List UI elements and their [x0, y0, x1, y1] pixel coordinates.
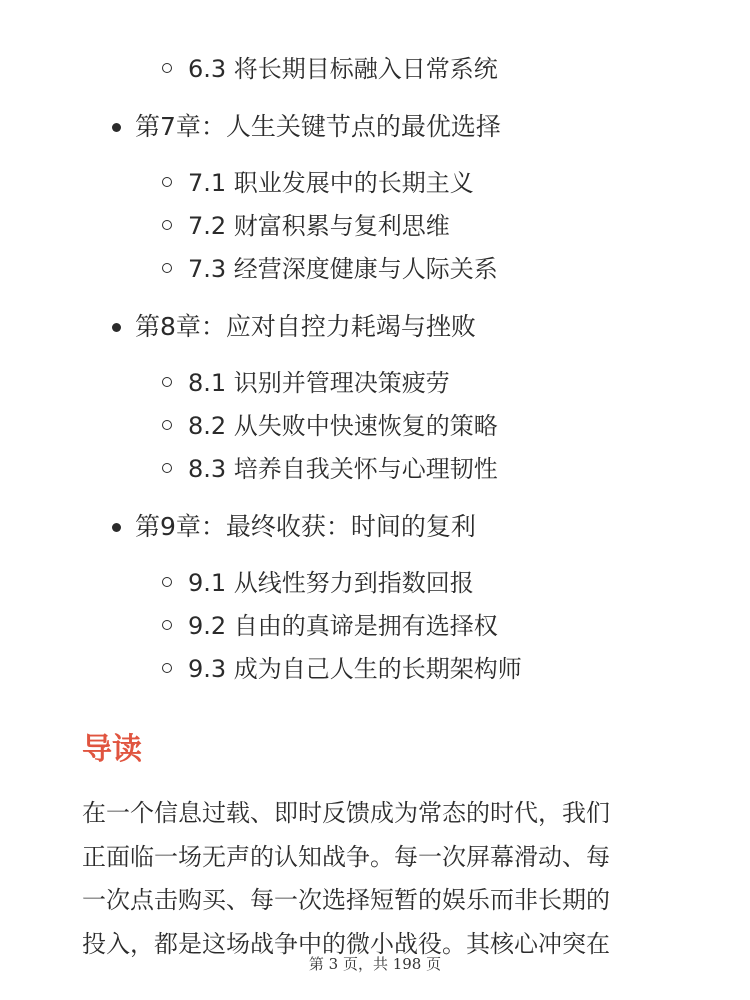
- spacer: [0, 291, 750, 304]
- toc-item-label: 9.1 从线性努力到指数回报: [188, 569, 474, 597]
- spacer: [0, 550, 750, 562]
- paragraph-line: 投入，都是这场战争中的微小战役。其核心冲突在: [82, 929, 610, 958]
- toc-section-item: [0, 562, 750, 605]
- hollow-bullet-icon: [162, 177, 172, 187]
- toc-item-label: 第8章：应对自控力耗竭与挫败: [135, 312, 476, 341]
- toc-item-label: 7.3 经营深度健康与人际关系: [188, 255, 498, 283]
- hollow-bullet-icon: [162, 220, 172, 230]
- hollow-bullet-icon: [162, 377, 172, 387]
- paragraph-line: 正面临一场无声的认知战争。每一次屏幕滑动、每: [82, 842, 610, 871]
- hollow-bullet-icon: [162, 263, 172, 273]
- hollow-bullet-icon: [162, 463, 172, 473]
- toc-item-label: 7.1 职业发展中的长期主义: [188, 169, 474, 197]
- spacer: [0, 491, 750, 504]
- spacer: [0, 150, 750, 162]
- hollow-bullet-icon: [162, 420, 172, 430]
- toc-section-item: [0, 648, 750, 691]
- intro-paragraph: [82, 792, 672, 966]
- toc-item-label: 9.2 自由的真谛是拥有选择权: [188, 612, 498, 640]
- toc-section-item: [0, 605, 750, 648]
- toc-section-item: [0, 205, 750, 248]
- page-number-footer: 第 3 页，共 198 页: [308, 955, 442, 973]
- hollow-bullet-icon: [162, 620, 172, 630]
- toc-section-item: [0, 248, 750, 291]
- toc-section-item: [0, 405, 750, 448]
- toc-item-label: 8.2 从失败中快速恢复的策略: [188, 412, 498, 440]
- hollow-bullet-icon: [162, 577, 172, 587]
- toc-item-label: 6.3 将长期目标融入日常系统: [188, 55, 498, 83]
- section-heading: 导读: [82, 732, 142, 767]
- spacer: [0, 91, 750, 104]
- hollow-bullet-icon: [162, 663, 172, 673]
- filled-bullet-icon: [112, 123, 121, 132]
- toc-item-label: 第7章：人生关键节点的最优选择: [135, 112, 501, 141]
- hollow-bullet-icon: [162, 63, 172, 73]
- toc-chapter-item: [0, 104, 750, 150]
- toc-item-label: 9.3 成为自己人生的长期架构师: [188, 655, 522, 683]
- toc-section-item: [0, 162, 750, 205]
- filled-bullet-icon: [112, 523, 121, 532]
- toc-item-label: 第9章：最终收获：时间的复利: [135, 512, 476, 541]
- table-of-contents: [0, 48, 750, 691]
- toc-chapter-item: [0, 504, 750, 550]
- toc-item-label: 8.1 识别并管理决策疲劳: [188, 369, 450, 397]
- paragraph-line: 一次点击购买、每一次选择短暂的娱乐而非长期的: [82, 886, 610, 914]
- toc-item-label: 8.3 培养自我关怀与心理韧性: [188, 455, 498, 483]
- paragraph-line: 在一个信息过载、即时反馈成为常态的时代，我们: [82, 799, 610, 827]
- toc-section-item: [0, 448, 750, 491]
- toc-section-item: [0, 48, 750, 91]
- toc-chapter-item: [0, 304, 750, 350]
- toc-item-label: 7.2 财富积累与复利思维: [188, 212, 450, 240]
- toc-section-item: [0, 362, 750, 405]
- spacer: [0, 350, 750, 362]
- filled-bullet-icon: [112, 323, 121, 332]
